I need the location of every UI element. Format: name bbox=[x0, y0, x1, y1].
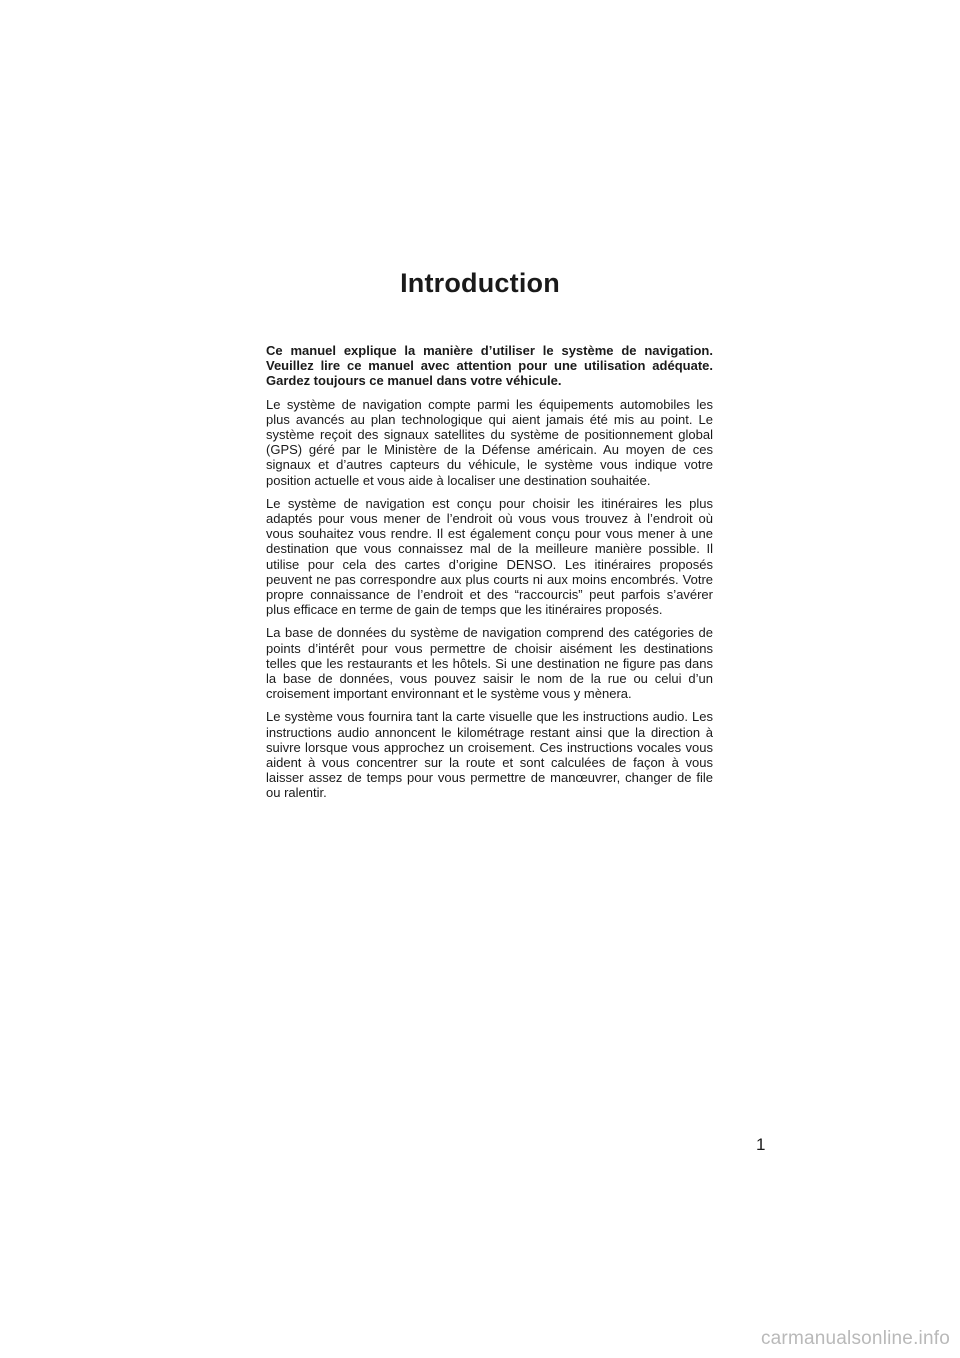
paragraph-database: La base de données du système de navigation comprend des catégories de points d’intérêt pour vous permettre de choisir aisément les destinations telles que les restaurants et les hôtels. Si une destination ne figure pas dans la base de données, vous pouvez saisir le nom de la rue ou celui d’un croisement important environnant et le système vous y mènera. bbox=[266, 625, 713, 702]
body-text bbox=[266, 343, 713, 809]
page-title: Introduction bbox=[400, 268, 560, 298]
intro-paragraph: Ce manuel explique la manière d’utiliser le système de navigation. Veuillez lire ce manuel avec attention pour une utilisation adéquate. Gardez toujours ce manuel dans votre véhicule. bbox=[266, 343, 713, 389]
page-number: 1 bbox=[756, 1135, 766, 1154]
paragraph-routes: Le système de navigation est conçu pour choisir les itinéraires les plus adaptés pour vous mener de l’endroit où vous vous trouvez à l’endroit où vous souhaitez vous rendre. Il est également conçu pour vous mener à une destination que vous connaissez mal de la meilleure manière possible. Il utilise pour cela des cartes d’origine DENSO. Les itinéraires proposés peuvent ne pas correspondre aux plus courts ni aux moins encombrés. Votre propre connaissance de l’endroit et des “raccourcis” peut parfois s’avérer plus efficace en terme de gain de temps que les itinéraires proposés. bbox=[266, 495, 713, 618]
watermark: carmanualsonline.info bbox=[760, 1328, 950, 1349]
paragraph-audio: Le système vous fournira tant la carte visuelle que les instructions audio. Les instructions audio annoncent le kilométrage restant ainsi que la direction à suivre lorsque vous approchez un croisement. Ces instructions vocales vous aident à vous concentrer sur la route et sont calculées de façon à vous laisser assez de temps pour vous permettre de manœuvrer, changer de file ou ralentir. bbox=[266, 709, 713, 801]
paragraph-gps: Le système de navigation compte parmi les équipements automobiles les plus avancés au plan technologique qui aient jamais été mis au point. Le système reçoit des signaux satellites du système de positionnement global (GPS) géré par le Ministère de la Défense américain. Au moyen de ces signaux et d’autres capteurs du véhicule, le système vous indique votre position actuelle et vous aide à localiser une destination souhaitée. bbox=[266, 396, 713, 488]
